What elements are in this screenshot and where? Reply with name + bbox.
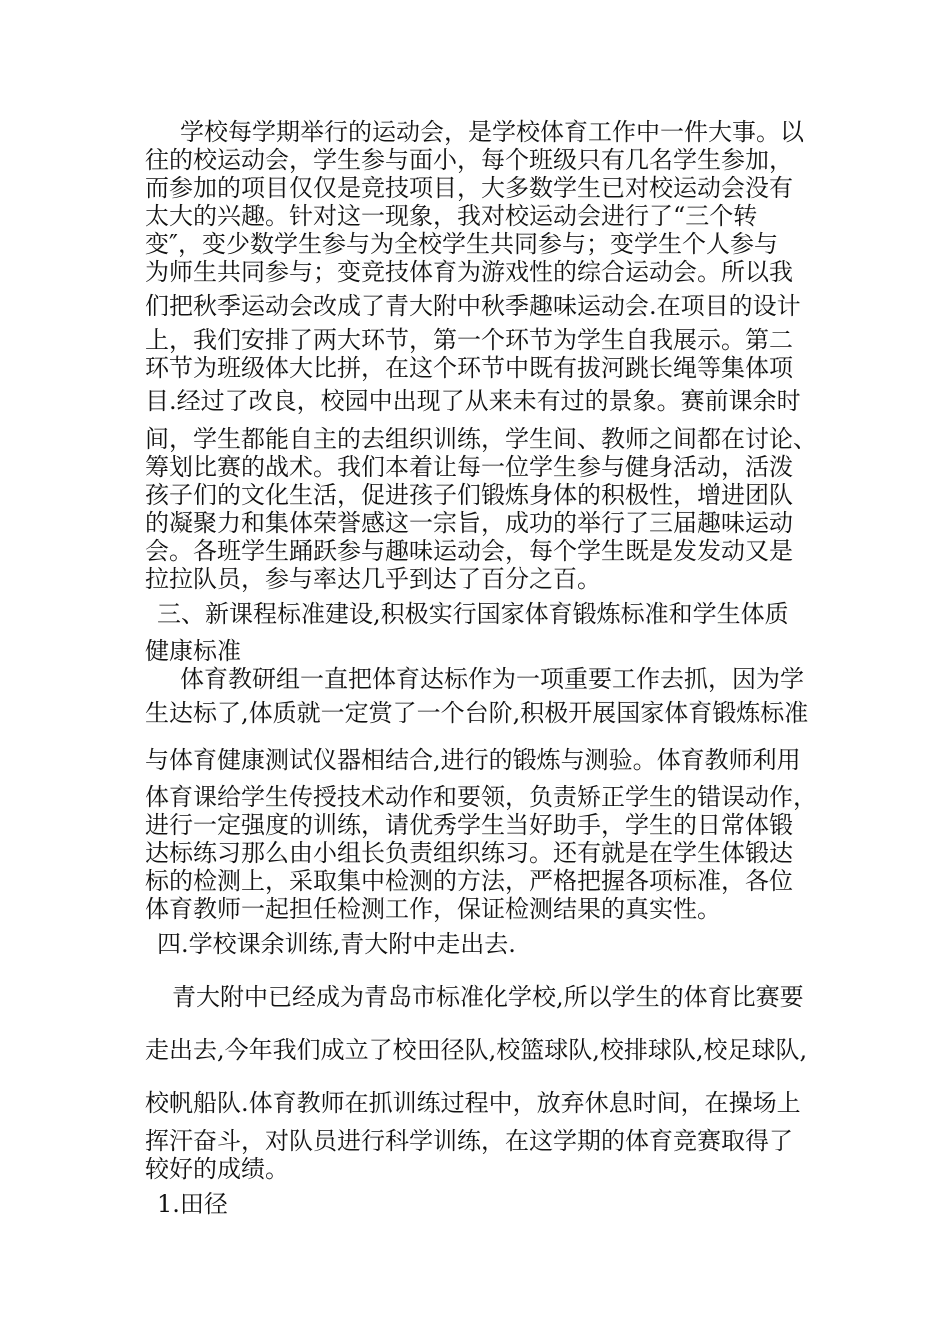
paragraph-1-line: 环节为班级体大比拼，在这个环节中既有拔河跳长绳等集体项	[145, 354, 793, 382]
paragraph-1-line: 学校每学期举行的运动会，是学校体育工作中一件大事。以	[180, 118, 804, 146]
paragraph-1-line: 的凝聚力和集体荣誉感这一宗旨，成功的举行了三届趣味运动	[145, 509, 793, 537]
paragraph-1-line: 会。各班学生踊跃参与趣味运动会，每个学生既是发发动又是	[145, 537, 793, 565]
paragraph-3-line: 校帆船队.体育教师在抓训练过程中，放弃休息时间，在操场上	[145, 1089, 801, 1117]
paragraph-1-line: 间，学生都能自主的去组织训练，学生间、教师之间都在讨论、	[145, 425, 817, 453]
paragraph-1-line: 目.经过了改良，校园中出现了从来未有过的景象。赛前课余时	[145, 387, 801, 415]
paragraph-2-line: 生达标了,体质就一定赏了一个台阶,积极开展国家体育锻炼标准	[145, 699, 809, 727]
paragraph-3-line: 较好的成绩。	[145, 1155, 289, 1183]
paragraph-1-line: 而参加的项目仅仅是竞技项目，大多数学生已对校运动会没有	[145, 174, 793, 202]
paragraph-2-line: 进行一定强度的训练，请优秀学生当好助手，学生的日常体锻	[145, 811, 793, 839]
paragraph-2-line: 体育教师一起担任检测工作，保证检测结果的真实性。	[145, 895, 721, 923]
paragraph-2-line: 体育课给学生传授技术动作和要领，负责矫正学生的错误动作，	[145, 783, 817, 811]
section-heading-4: 四.学校课余训练,青大附中走出去.	[157, 930, 516, 958]
paragraph-1-line: 孩子们的文化生活，促进孩子们锻炼身体的积极性，增进团队	[145, 481, 793, 509]
paragraph-1-line: 往的校运动会，学生参与面小，每个班级只有几名学生参加，	[145, 146, 793, 174]
paragraph-1-line: 为师生共同参与；变竞技体育为游戏性的综合运动会。所以我	[145, 258, 793, 286]
paragraph-1-line: 变″，变少数学生参与为全校学生共同参与；变学生个人参与	[145, 230, 778, 258]
section-heading-3: 健康标准	[145, 637, 241, 665]
paragraph-2-line: 体育教研组一直把体育达标作为一项重要工作去抓，因为学	[180, 665, 804, 693]
section-heading-3: 三、新课程标准建设,积极实行国家体育锻炼标准和学生体质	[157, 600, 789, 628]
paragraph-1-line: 筹划比赛的战术。我们本着让每一位学生参与健身活动，活泼	[145, 453, 793, 481]
paragraph-2-line: 与体育健康测试仪器相结合,进行的锻炼与测验。体育教师利用	[145, 746, 801, 774]
subheading-track-and-field: 1.田径	[157, 1190, 228, 1218]
paragraph-2-line: 达标练习那么由小组长负责组织练习。还有就是在学生体锻达	[145, 839, 793, 867]
paragraph-1-line: 拉拉队员，参与率达几乎到达了百分之百。	[145, 565, 601, 593]
paragraph-1-line: 太大的兴趣。针对这一现象，我对校运动会进行了“三个转	[145, 202, 758, 230]
paragraph-3-line: 挥汗奋斗，对队员进行科学训练，在这学期的体育竞赛取得了	[145, 1127, 793, 1155]
paragraph-1-line: 们把秋季运动会改成了青大附中秋季趣味运动会.在项目的设计	[145, 292, 801, 320]
paragraph-3-line: 走出去,今年我们成立了校田径队,校篮球队,校排球队,校足球队,	[145, 1036, 808, 1064]
paragraph-3-line: 青大附中已经成为青岛市标准化学校,所以学生的体育比赛要	[172, 983, 804, 1011]
paragraph-1-line: 上，我们安排了两大环节，第一个环节为学生自我展示。第二	[145, 326, 793, 354]
paragraph-2-line: 标的检测上，采取集中检测的方法，严格把握各项标准，各位	[145, 867, 793, 895]
